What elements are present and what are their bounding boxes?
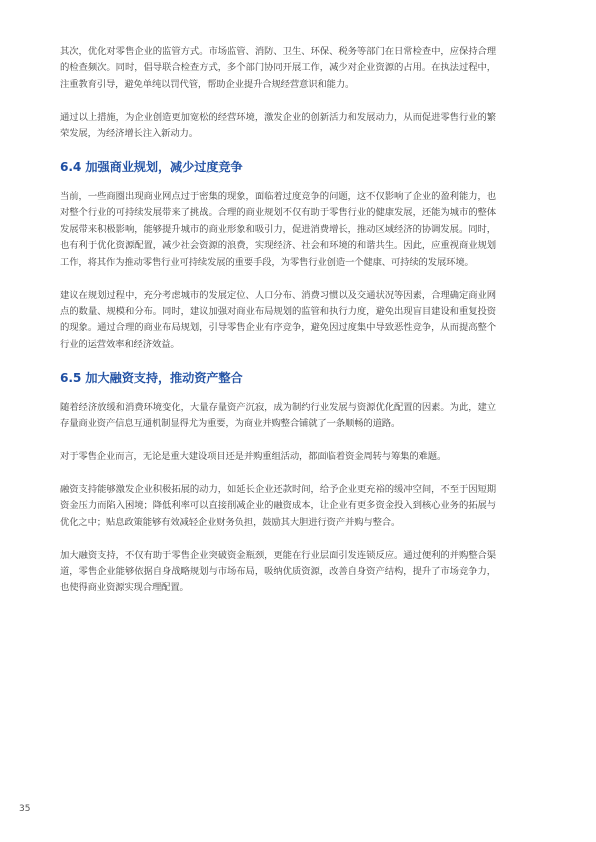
paragraph-financing-effects: 加大融资支持，不仅有助于零售企业突破资金瓶颈，更能在行业层面引发连锁反应。通过便利的并购整合渠道，零售企业能够依据自身战略规划与市场布局，吸纳优质资源，改善自身资产结构，提升了市场竞争力，也使得商业资源实现合理配置。 <box>60 549 496 594</box>
paragraph-financing-support: 融资支持能够激发企业积极拓展的动力，如延长企业还款时间，给予企业更充裕的缓冲空间，不至于因短期资金压力而陷入困境；降低利率可以直接削减企业的融资成本，让企业有更多资金投入到核心业务的拓展与优化之中；贴息政策能够有效减轻企业财务负担，鼓励其大胆进行资产并购与整合。 <box>60 483 496 528</box>
paragraph-supervision: 其次，优化对零售企业的监管方式。市场监管、消防、卫生、环保、税务等部门在日常检查中，应保持合理的检查频次。同时，倡导联合检查方式，多个部门协同开展工作，减少对企业资源的占用。在执法过程中，注重教育引导，避免单纯以罚代管，帮助企业提升合规经营意识和能力。 <box>60 46 496 90</box>
page-number: 35 <box>19 804 31 814</box>
section-heading-6-4: 6.4 加强商业规划，减少过度竞争 <box>60 160 243 175</box>
paragraph-funding-difficulty: 对于零售企业而言，无论是重大建设项目还是并购重组活动，都面临着资金周转与筹集的难题。 <box>60 451 447 462</box>
paragraph-measures-summary: 通过以上措施，为企业创造更加宽松的经营环境，激发企业的创新活力和发展动力，从而促进零售行业的繁荣发展，为经济增长注入新动力。 <box>60 111 496 140</box>
page-content <box>60 44 496 613</box>
section-heading-6-5: 6.5 加大融资支持，推动资产整合 <box>60 370 243 385</box>
paragraph-planning-suggestions: 建议在规划过程中，充分考虑城市的发展定位、人口分布、消费习惯以及交通状况等因素，合理确定商业网点的数量、规模和分布。同时，建议加强对商业布局规划的监管和执行力度，避免出现盲目建设和重复投资的现象。通过合理的商业布局规划，引导零售企业有序竞争，避免因过度集中导致恶性竞争，从而提高整个行业的运营效率和经济效益。 <box>60 289 496 350</box>
paragraph-commercial-planning: 当前，一些商圈出现商业网点过于密集的现象，面临着过度竞争的问题，这不仅影响了企业的盈利能力，也对整个行业的可持续发展带来了挑战。合理的商业规划不仅有助于零售行业的健康发展，还能为城市的整体发展带来积极影响，能够提升城市的商业形象和吸引力，促进消费增长，推动区域经济的协调发展。同时，也有利于优化资源配置，减少社会资源的浪费，实现经济、社会和环境的和谐共生。因此，应重视商业规划工作，将其作为推动零售行业可持续发展的重要手段，为零售行业创造一个健康、可持续的发展环境。 <box>60 191 496 268</box>
paragraph-asset-stock: 随着经济放缓和消费环境变化，大量存量资产沉寂，成为制约行业发展与资源优化配置的因素。为此，建立存量商业资产信息互通机制显得尤为重要，为商业并购整合铺就了一条顺畅的道路。 <box>60 401 496 430</box>
